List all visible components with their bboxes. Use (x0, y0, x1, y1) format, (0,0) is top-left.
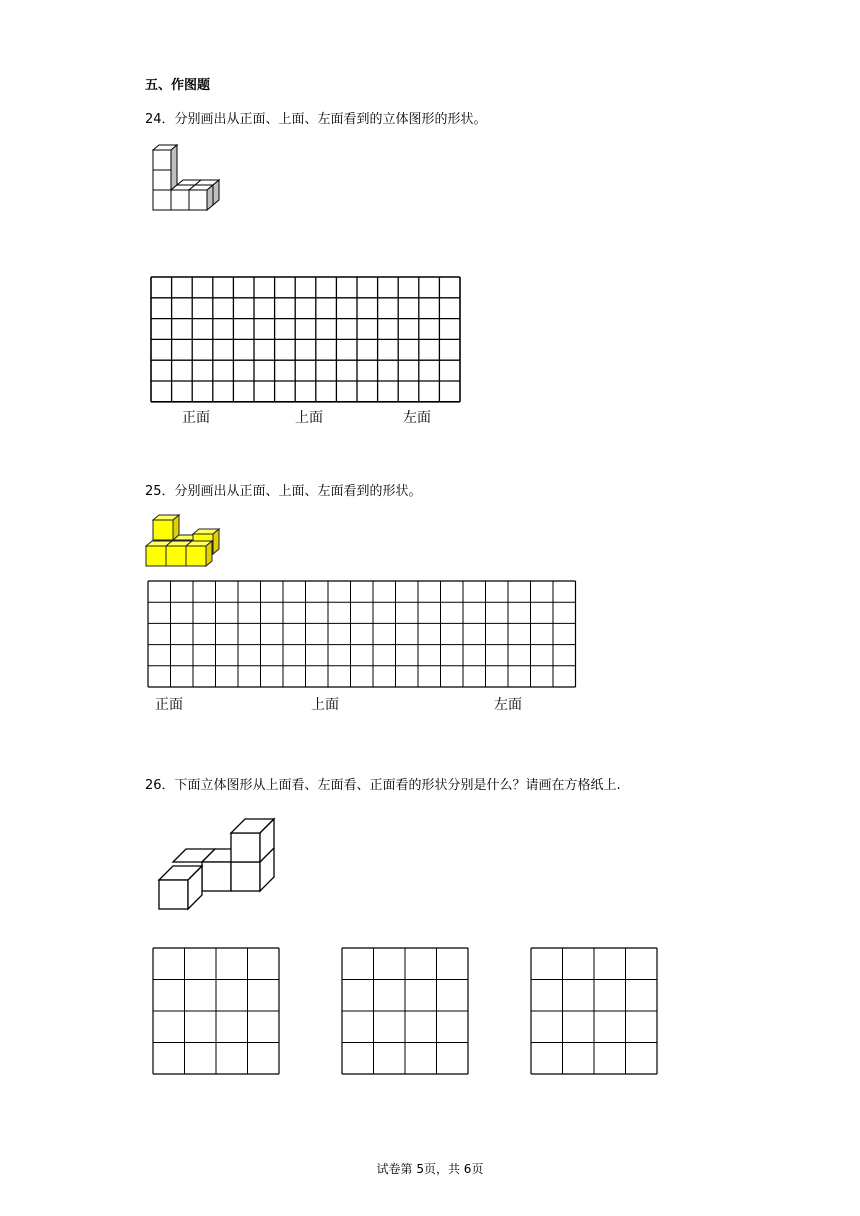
question-25-number: 25． (145, 484, 175, 499)
question-25-label-left: 左面 (494, 697, 522, 713)
question-26-answer-grid-3 (530, 947, 658, 1075)
question-26-number: 26． (145, 778, 175, 793)
page-footer: 试卷第 5页，共 6页 (376, 1162, 484, 1176)
question-25-cube-figure (145, 512, 227, 570)
question-26-answer-grid-1 (152, 947, 280, 1075)
question-25-text (145, 480, 422, 499)
question-26-cube-figure (155, 818, 280, 913)
question-24-answer-grid (150, 276, 462, 403)
question-26-prompt: 下面立体图形从上面看、左面看、正面看的形状分别是什么？请画在方格纸上. (174, 778, 621, 793)
question-24-prompt: 分别画出从正面、上面、左面看到的立体图形的形状。 (174, 112, 487, 127)
question-25-label-front: 正面 (155, 697, 183, 713)
question-24-cube-figure (150, 144, 230, 214)
question-25-prompt: 分别画出从正面、上面、左面看到的形状。 (174, 484, 422, 499)
question-24-label-top: 上面 (295, 410, 323, 426)
section-title: 五、作图题 (145, 78, 211, 93)
question-24-label-front: 正面 (182, 410, 210, 426)
question-24-text (145, 108, 487, 127)
question-25-label-top: 上面 (311, 697, 339, 713)
question-26-answer-grid-2 (341, 947, 469, 1075)
question-24-number: 24． (145, 112, 175, 127)
question-26-text (145, 774, 621, 793)
question-25-answer-grid (147, 580, 576, 688)
question-24-label-left: 左面 (403, 410, 431, 426)
